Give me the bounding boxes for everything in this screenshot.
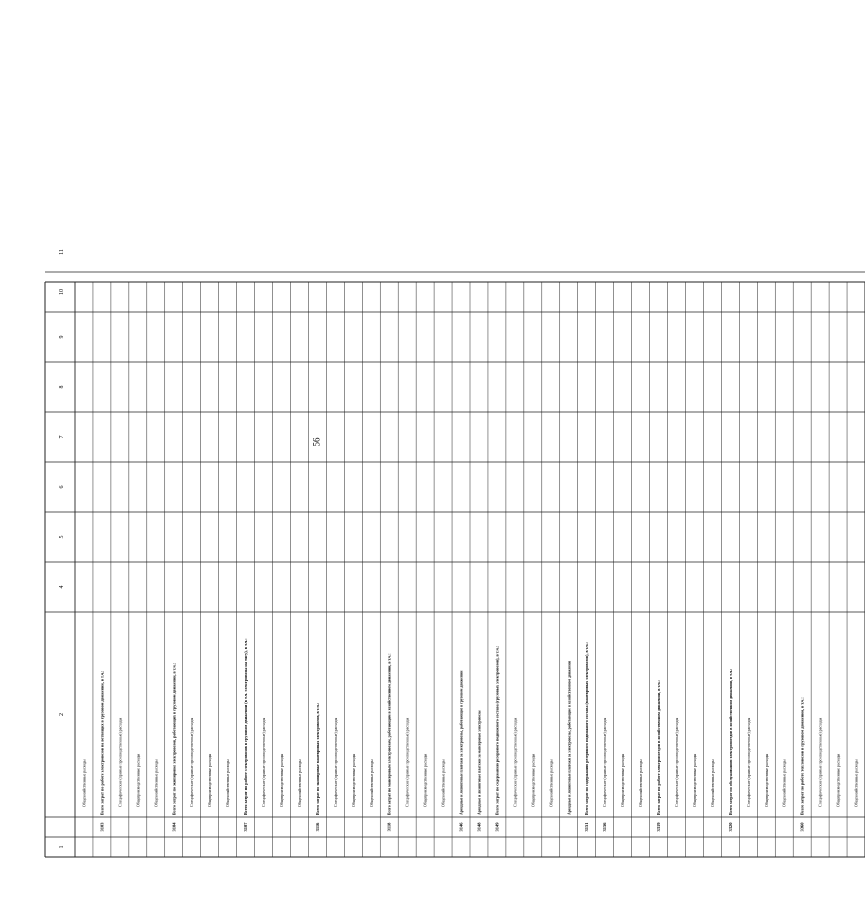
- row-description: Общехозяйственные расходы: [296, 757, 302, 807]
- row-description: Всего затрат по содержанию резервного подвижного состава (маневровых электровозов), в т.ч.:: [584, 642, 590, 815]
- row-description: Общехозяйственные расходы: [153, 757, 159, 807]
- header-cell-label: 9: [59, 335, 65, 339]
- row-code: 3118: [386, 822, 392, 832]
- header-cell-label: 10: [59, 289, 65, 295]
- row-description: Общепроизводственные расходы: [422, 750, 428, 807]
- row-description: Арендные и лизинговые платежи за маневровые электровозы: [476, 702, 482, 815]
- row-code: 3146: [458, 822, 464, 832]
- row-description: Всего затрат по маневровым электровозам, работающим в хозяйственном движении, в т.ч.:: [386, 649, 392, 815]
- row-description: Специфические (прямые производственные) расходы: [189, 715, 195, 807]
- row-description: Общепроизводственные расходы: [207, 750, 213, 807]
- header-cell-label: 7: [59, 435, 65, 439]
- header-cell-label: 11: [59, 249, 65, 255]
- row-description: Всего затрат по экипировке маневровых электровозов, в т.ч.:: [314, 704, 320, 815]
- row-description: Специфические (прямые производственные) расходы: [745, 715, 751, 807]
- cost-table: [45, 37, 859, 857]
- row-description: Общепроизводственные расходы: [350, 750, 356, 807]
- row-code: 3149: [494, 822, 500, 832]
- page-number: 56: [311, 437, 322, 447]
- row-description: Арендные и лизинговые платежи за электровозы, работающие в хозяйственном движении: [566, 651, 572, 815]
- row-code: 3107: [243, 822, 249, 832]
- row-description: Общепроизводственные расходы: [763, 750, 769, 807]
- row-description: Общехозяйственные расходы: [781, 757, 787, 807]
- row-description: Общехозяйственные расходы: [709, 757, 715, 807]
- row-description: Общехозяйственные расходы: [81, 757, 87, 807]
- row-description: Всего затрат по обслуживанию электропоездов в хозяйственном движении, в т.ч.:: [727, 667, 733, 815]
- row-description: Специфические (прямые производственные) расходы: [117, 715, 123, 807]
- row-description: Общехозяйственные расходы: [638, 757, 644, 807]
- header-cell-label: 1: [59, 845, 65, 849]
- row-code: 3151: [584, 822, 590, 832]
- cost-table-grid: [45, 249, 865, 857]
- row-description: Всего затрат по работе тепловозов в грузовом движении, в т.ч.:: [799, 701, 805, 815]
- row-code: 3103: [99, 822, 105, 832]
- row-description: Специфические (прямые производственные) расходы: [512, 715, 518, 807]
- row-description: Общехозяйственные расходы: [548, 757, 554, 807]
- row-code: 3320: [727, 822, 733, 832]
- row-code: 3156: [602, 822, 608, 832]
- header-cell-label: 4: [59, 585, 65, 589]
- row-code: 3148: [476, 822, 482, 832]
- row-code: 3319: [656, 822, 662, 832]
- row-description: Общепроизводственные расходы: [691, 750, 697, 807]
- row-description: Специфические (прямые производственные) расходы: [404, 715, 410, 807]
- header-cell-label: 8: [59, 385, 65, 389]
- row-description: Всего затрат по работе электропоездов в хозяйственном движении, в т.ч.:: [656, 682, 662, 815]
- row-description: Арендные и лизинговые платежи за электровозы, работающие в грузовом движении: [458, 661, 464, 815]
- header-cell-label: 2: [59, 713, 65, 716]
- rotated-table-wrapper: [45, 37, 865, 849]
- row-description: Общепроизводственные расходы: [135, 750, 141, 807]
- row-description: Общепроизводственные расходы: [278, 750, 284, 807]
- row-description: Общепроизводственные расходы: [530, 750, 536, 807]
- row-description: Специфические (прямые производственные) расходы: [673, 715, 679, 807]
- row-code: 3104: [171, 822, 177, 832]
- row-description: Всего затрат по содержанию резервного подвижного состава (грузовых электровозов), в т.ч.:: [494, 648, 500, 815]
- row-description: Общепроизводственные расходы: [835, 750, 841, 807]
- row-description: Специфические (прямые производственные) расходы: [261, 715, 267, 807]
- row-description: Общехозяйственные расходы: [368, 757, 374, 807]
- header-cell-label: 5: [59, 535, 65, 539]
- row-description: Специфические (прямые производственные) расходы: [332, 715, 338, 807]
- header-cell-label: 6: [59, 485, 65, 489]
- row-code: 3360: [799, 822, 805, 832]
- row-code: 3116: [314, 822, 320, 832]
- row-description: Всего затрат по экипировке электровозов, работающих в грузовом движении, в т.ч.:: [171, 663, 177, 815]
- row-description: Общехозяйственные расходы: [225, 757, 231, 807]
- row-description: Всего затрат по работе электровозов в грузовом движении (в т.ч. электровозы на тягу), в т.ч.:: [243, 646, 249, 815]
- row-description: Общехозяйственные расходы: [440, 757, 446, 807]
- row-description: Всего затрат по работе электровозов на ветвящих в грузовом движении, в т.ч.:: [99, 673, 105, 815]
- row-description: Специфические (прямые производственные) расходы: [602, 715, 608, 807]
- row-description: Общехозяйственные расходы: [853, 757, 859, 807]
- row-description: Общепроизводственные расходы: [620, 750, 626, 807]
- row-description: Специфические (прямые производственные) расходы: [817, 715, 823, 807]
